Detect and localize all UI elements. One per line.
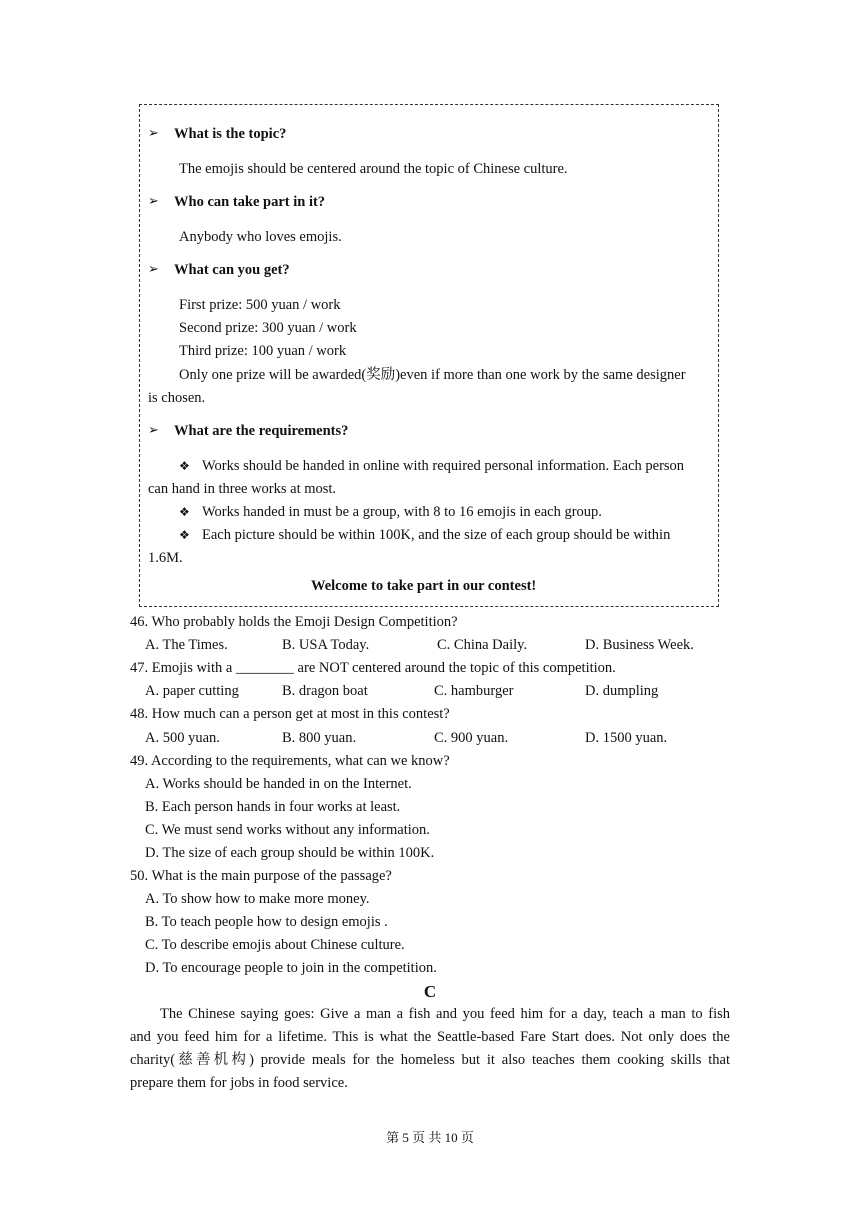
- question-49-stem: 49. According to the requirements, what can we know?: [130, 753, 450, 769]
- question-50-option-c: C. To describe emojis about Chinese culture.: [145, 937, 405, 953]
- question-49-option-a: A. Works should be handed in on the Internet.: [145, 776, 412, 792]
- requirements-heading: What are the requirements?: [174, 423, 349, 439]
- page-footer: 第 5 页 共 10 页: [386, 1130, 474, 1145]
- question-47-stem: 47. Emojis with a ________ are NOT centered around the topic of this competition.: [130, 660, 616, 676]
- prize-third: Third prize: 100 yuan / work: [179, 343, 347, 359]
- passage-line-4: prepare them for jobs in food service.: [130, 1075, 348, 1091]
- who-text: Anybody who loves emojis.: [179, 229, 342, 245]
- prize-note-line1: Only one prize will be awarded(奖励)even if more than one work by the same designer: [179, 367, 686, 383]
- question-49-option-d: D. The size of each group should be within 100K.: [145, 845, 435, 861]
- requirement-1-line2: can hand in three works at most.: [148, 481, 337, 497]
- diamond-bullet-icon: ❖: [179, 459, 190, 473]
- question-49-option-b: B. Each person hands in four works at least.: [145, 799, 401, 815]
- requirement-2: Works handed in must be a group, with 8 to 16 emojis in each group.: [202, 504, 602, 520]
- requirement-3-line1: Each picture should be within 100K, and the size of each group should be within: [202, 527, 671, 543]
- question-49-option-c: C. We must send works without any information.: [145, 822, 430, 838]
- question-47-option-b: B. dragon boat: [282, 683, 368, 699]
- question-46-option-d: D. Business Week.: [585, 637, 694, 653]
- section-c-heading: C: [423, 982, 437, 1001]
- question-47-option-d: D. dumpling: [585, 683, 659, 699]
- arrow-bullet-icon: ➢: [148, 262, 159, 277]
- question-46-option-b: B. USA Today.: [282, 637, 370, 653]
- question-50-option-d: D. To encourage people to join in the competition.: [145, 960, 437, 976]
- prize-second: Second prize: 300 yuan / work: [179, 320, 357, 336]
- question-46-stem: 46. Who probably holds the Emoji Design Competition?: [130, 614, 458, 630]
- topic-text: The emojis should be centered around the topic of Chinese culture.: [179, 161, 568, 177]
- question-48-option-d: D. 1500 yuan.: [585, 730, 668, 746]
- passage-line-3: charity(慈善机构) provide meals for the homeless but it also teaches them cooking skills that: [130, 1052, 730, 1068]
- welcome-text: Welcome to take part in our contest!: [311, 578, 537, 594]
- question-46-option-c: C. China Daily.: [437, 637, 528, 653]
- arrow-bullet-icon: ➢: [148, 423, 159, 438]
- question-47-option-c: C. hamburger: [434, 683, 514, 699]
- passage-line-2: and you feed him for a lifetime. This is what the Seattle-based Fare Start does. Not only does the: [130, 1029, 730, 1045]
- question-50-option-a: A. To show how to make more money.: [145, 891, 370, 907]
- diamond-bullet-icon: ❖: [179, 505, 190, 519]
- prize-first: First prize: 500 yuan / work: [179, 297, 341, 313]
- get-heading: What can you get?: [174, 262, 290, 278]
- arrow-bullet-icon: ➢: [148, 126, 159, 141]
- passage-line-1: The Chinese saying goes: Give a man a fish and you feed him for a day, teach a man to fish: [160, 1006, 730, 1022]
- question-48-option-b: B. 800 yuan.: [282, 730, 357, 746]
- who-heading: Who can take part in it?: [174, 194, 326, 210]
- prize-note-line2: is chosen.: [148, 390, 206, 406]
- question-46-option-a: A. The Times.: [145, 637, 228, 653]
- question-50-option-b: B. To teach people how to design emojis .: [145, 914, 388, 930]
- question-48-option-a: A. 500 yuan.: [145, 730, 220, 746]
- question-47-option-a: A. paper cutting: [145, 683, 239, 699]
- question-48-option-c: C. 900 yuan.: [434, 730, 509, 746]
- arrow-bullet-icon: ➢: [148, 194, 159, 209]
- requirement-3-line2: 1.6M.: [148, 550, 183, 566]
- topic-heading: What is the topic?: [174, 126, 287, 142]
- diamond-bullet-icon: ❖: [179, 528, 190, 542]
- question-48-stem: 48. How much can a person get at most in this contest?: [130, 706, 450, 722]
- requirement-1-line1: Works should be handed in online with required personal information. Each person: [202, 458, 685, 474]
- question-50-stem: 50. What is the main purpose of the passage?: [130, 868, 392, 884]
